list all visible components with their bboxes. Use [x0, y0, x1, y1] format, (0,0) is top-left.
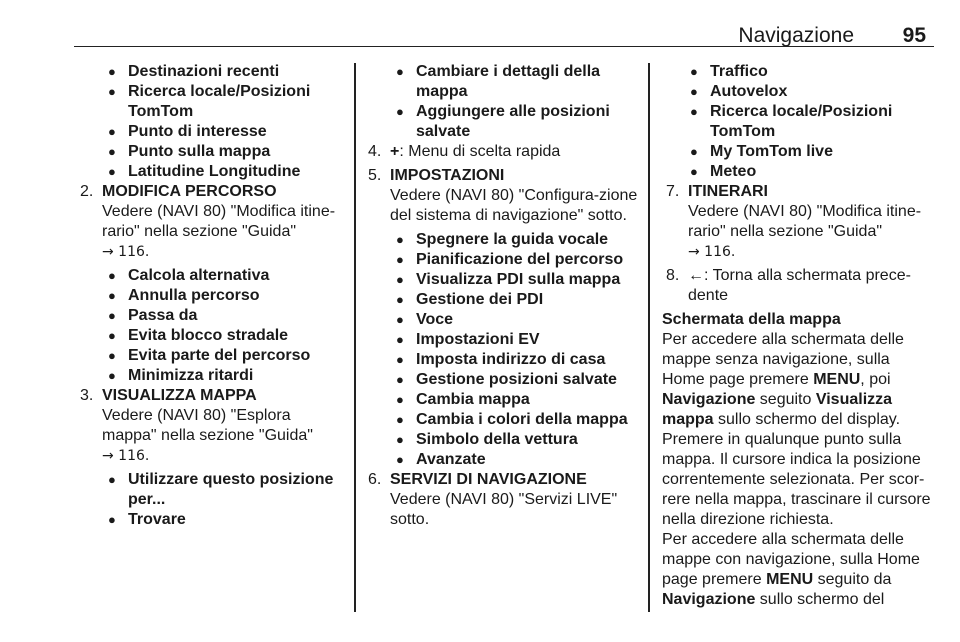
paragraph-3: Per accedere alla schermata delle mappe con navigazione, sulla Home page premere MENU seguito da Navigazione sullo schermo del: [662, 531, 920, 608]
list-item: ● Passa da: [80, 306, 342, 326]
item-title: VISUALIZZA MAPPA: [102, 387, 257, 404]
numbered-item-8: [662, 266, 934, 306]
menu-key: MENU: [766, 571, 814, 588]
item-number: 3.: [80, 387, 94, 404]
list-item: ● Voce: [368, 310, 638, 330]
column-divider-1: [354, 63, 356, 612]
paragraph-2: Premere in qualunque punto sulla mappa. Il cursore indica la posizione correntemente selezionata. Per scor-rere nella mappa, trascinare il cursore nella direzione richiesta.: [662, 431, 931, 528]
list-item: ● Spegnere la guida vocale: [368, 230, 638, 250]
list-item: ● Simbolo della vettura: [368, 430, 638, 450]
list-item: ● Punto sulla mappa: [80, 142, 342, 162]
page-reference: → 116.: [688, 244, 736, 260]
numbered-item-2: [80, 182, 342, 262]
item-number: 5.: [368, 167, 382, 184]
list-item: ● Ricerca locale/Posizioni TomTom: [662, 102, 934, 142]
list-item: ● My TomTom live: [662, 142, 934, 162]
item-text: Vedere (NAVI 80) "Modifica itine-rario" nella sezione "Guida": [688, 203, 922, 240]
list-item: ● Imposta indirizzo di casa: [368, 350, 638, 370]
item-number: 8.: [666, 267, 680, 284]
item-number: 7.: [666, 183, 680, 200]
column-2: [368, 62, 638, 530]
list-item: ● Utilizzare questo posizione per...: [80, 470, 342, 510]
page-number: 95: [902, 24, 926, 47]
item-title: MODIFICA PERCORSO: [102, 183, 277, 200]
navigation-key: Navigazione: [662, 391, 756, 408]
numbered-item-3: [80, 386, 342, 466]
column-1: [80, 62, 342, 530]
item-title: SERVIZI DI NAVIGAZIONE: [390, 471, 587, 488]
list-item: ● Latitudine Longitudine: [80, 162, 342, 182]
view-map-key: Visualizza mappa: [662, 391, 893, 428]
list-item: ● Gestione dei PDI: [368, 290, 638, 310]
list-item: ● Gestione posizioni salvate: [368, 370, 638, 390]
list-item: ● Impostazioni EV: [368, 330, 638, 350]
item-title: ITINERARI: [688, 183, 768, 200]
list-item: ● Evita blocco stradale: [80, 326, 342, 346]
list-item: ● Ricerca locale/Posizioni TomTom: [80, 82, 342, 122]
plus-icon: +: [390, 143, 400, 160]
back-arrow-icon: ←: [688, 267, 704, 284]
list-item: ● Pianificazione del percorso: [368, 250, 638, 270]
item-text: Vedere (NAVI 80) "Modifica itine-rario" nella sezione "Guida": [102, 203, 336, 240]
item-text: : Menu di scelta rapida: [399, 143, 561, 160]
page-header: [74, 0, 934, 47]
item-text: Vedere (NAVI 80) "Esplora mappa" nella sezione "Guida": [102, 407, 313, 444]
list-item: ● Meteo: [662, 162, 934, 182]
page-title: Navigazione: [738, 24, 854, 47]
list-item: ● Cambia mappa: [368, 390, 638, 410]
list-item: ● Trovare: [80, 510, 342, 530]
list-item: ● Evita parte del percorso: [80, 346, 342, 366]
item-number: 6.: [368, 471, 382, 488]
numbered-item-7: [662, 182, 934, 262]
list-item: ● Destinazioni recenti: [80, 62, 342, 82]
page-reference: → 116.: [102, 448, 150, 464]
list-item: ● Cambia i colori della mappa: [368, 410, 638, 430]
column-divider-2: [648, 63, 650, 612]
list-item: ● Calcola alternativa: [80, 266, 342, 286]
list-item: ● Punto di interesse: [80, 122, 342, 142]
paragraph-1: Per accedere alla schermata delle mappe senza navigazione, sulla Home page premere MENU, poi Navigazione seguito Visualizza mappa sullo schermo del display.: [662, 331, 904, 428]
list-item: ● Avanzate: [368, 450, 638, 470]
list-item: ● Cambiare i dettagli della mappa: [368, 62, 638, 102]
menu-key: MENU: [813, 371, 861, 388]
list-item: ● Traffico: [662, 62, 934, 82]
numbered-item-4: [368, 142, 638, 162]
numbered-item-6: [368, 470, 638, 530]
list-item: ● Minimizza ritardi: [80, 366, 342, 386]
item-number: 2.: [80, 183, 94, 200]
item-text: Vedere (NAVI 80) "Servizi LIVE" sotto.: [390, 491, 618, 528]
numbered-item-5: [368, 166, 638, 226]
list-item: ● Visualizza PDI sulla mappa: [368, 270, 638, 290]
item-number: 4.: [368, 143, 382, 160]
section-title: Schermata della mappa: [662, 311, 841, 328]
navigation-key: Navigazione: [662, 591, 756, 608]
item-text: Vedere (NAVI 80) "Configura-zione del sistema di navigazione" sotto.: [390, 187, 638, 224]
page-reference: → 116.: [102, 244, 150, 260]
item-title: IMPOSTAZIONI: [390, 167, 505, 184]
item-text: : Torna alla schermata prece-dente: [688, 267, 911, 304]
column-3: [662, 62, 934, 610]
list-item: ● Autovelox: [662, 82, 934, 102]
list-item: ● Annulla percorso: [80, 286, 342, 306]
list-item: ● Aggiungere alle posizioni salvate: [368, 102, 638, 142]
